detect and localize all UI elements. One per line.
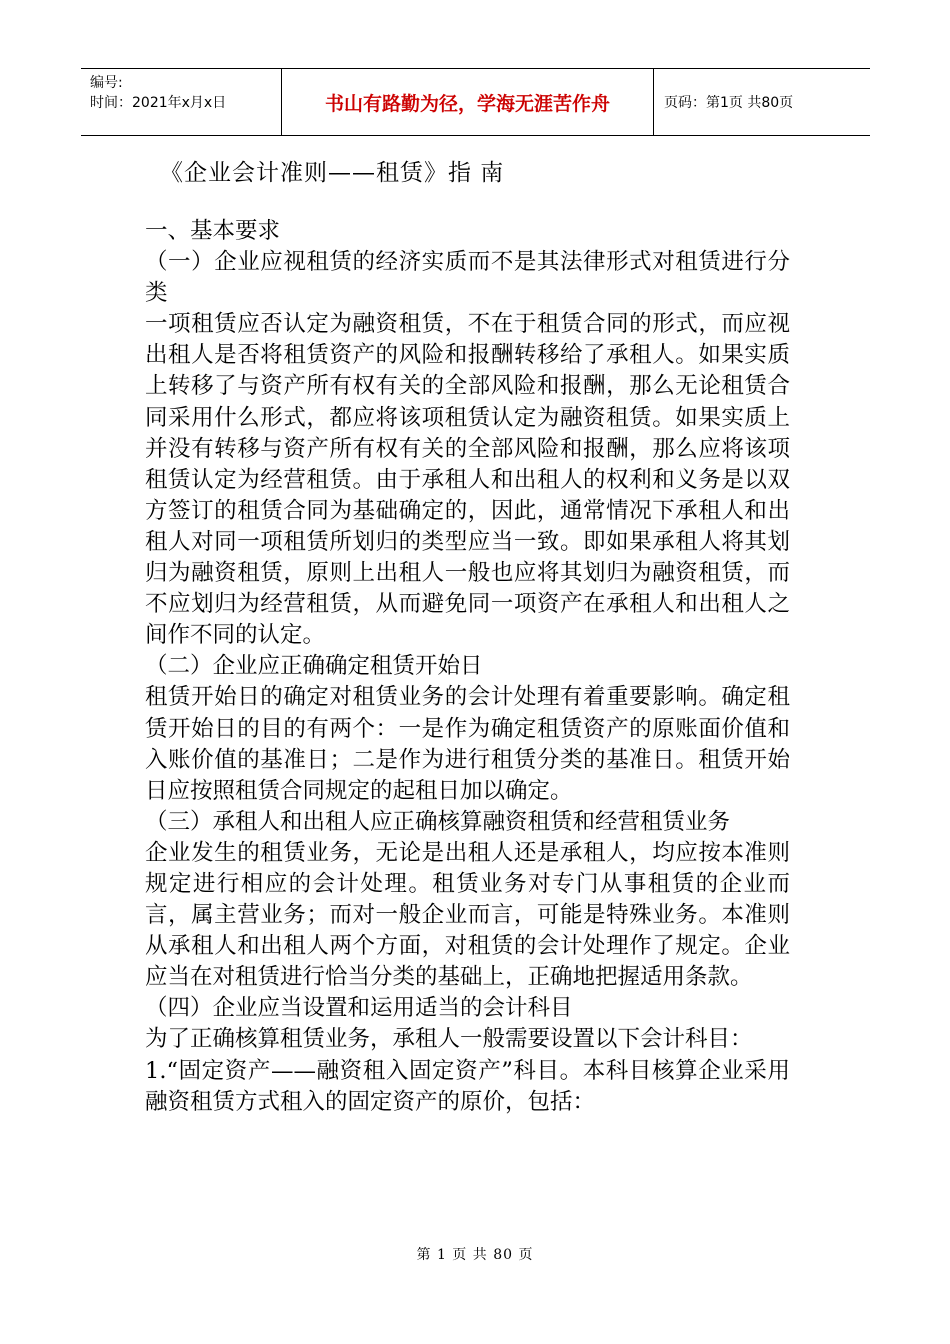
section-heading: 一、基本要求: [145, 218, 281, 244]
document-title: 《企业会计准则——租赁》指 南: [160, 160, 505, 186]
subsection-heading: （二）企业应正确确定租赁开始日: [145, 653, 483, 680]
body-paragraph: 为了正确核算租赁业务，承租人一般需要设置以下会计科目：: [145, 1026, 753, 1053]
page-header: [81, 68, 870, 136]
body-paragraph: 租赁开始日的确定对租赁业务的会计处理有着重要影响。确定租赁开始日的目的有两个：一是作为确定租赁资产的原账面价值和入账价值的基准日；二是作为进行租赁分类的基准日。租赁开始日应按照租赁合同规定的起租日加以确定。: [145, 684, 790, 804]
page-footer: 第 1 页 共 80 页: [416, 1247, 534, 1263]
body-paragraph: 一项租赁应否认定为融资租赁，不在于租赁合同的形式，而应视出租人是否将租赁资产的风险和报酬转移给了承租人。如果实质上转移了与资产所有权有关的全部风险和报酬，那么无论租赁合同采用什么形式，都应将该项租赁认定为融资租赁。如果实质上并没有转移与资产所有权有关的全部风险和报酬，那么应将该项租赁认定为经营租赁。由于承租人和出租人的权利和义务是以双方签订的租赁合同为基础确定的，因此，通常情况下承租人和出租人对同一项租赁所划归的类型应当一致。即如果承租人将其划归为融资租赁，原则上出租人一般也应将其划归为融资租赁，而不应划归为经营租赁，从而避免同一项资产在承租人和出租人之间作不同的认定。: [145, 311, 790, 649]
document-body: [145, 216, 790, 1118]
header-page-info: 页码：第1页 共80页: [664, 95, 794, 111]
subsection-heading: （四）企业应当设置和运用适当的会计科目: [145, 995, 573, 1022]
document-date-label: 时间：2021年x月x日: [90, 95, 227, 111]
body-paragraph: 企业发生的租赁业务，无论是出租人还是承租人，均应按本准则规定进行相应的会计处理。租赁业务对专门从事租赁的企业而言，属主营业务；而对一般企业而言，可能是特殊业务。本准则从承租人和出租人两个方面，对租赁的会计处理作了规定。企业应当在对租赁进行恰当分类的基础上，正确地把握适用条款。: [145, 839, 790, 991]
header-meta: [81, 69, 282, 135]
body-paragraph: 1.“固定资产——融资租入固定资产”科目。本科目核算企业采用融资租赁方式租入的固定资产的原价，包括：: [145, 1057, 790, 1115]
subsection-heading: （三）承租人和出租人应正确核算融资租赁和经营租赁业务: [145, 808, 731, 835]
header-motto: 书山有路勤为径，学海无涯苦作舟: [282, 69, 654, 135]
document-number-label: 编号:: [90, 75, 123, 91]
subsection-heading: （一）企业应视租赁的经济实质而不是其法律形式对租赁进行分类: [145, 249, 790, 307]
